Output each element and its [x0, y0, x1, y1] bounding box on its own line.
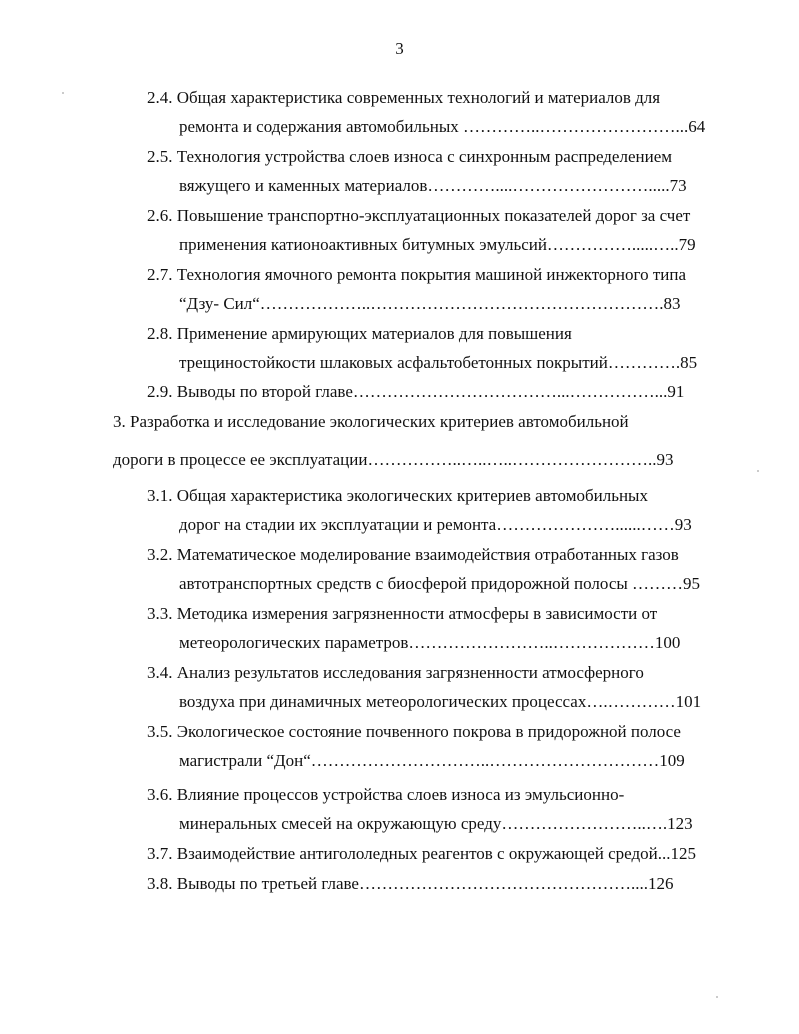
toc-entry-continuation: метеорологических параметров……………………..………………100 — [179, 633, 681, 652]
toc-entry-continuation: магистрали “Дон“…………………………..…………………………109 — [179, 751, 685, 770]
toc-entry-continuation: воздуха при динамичных метеорологических процессах….…………101 — [179, 692, 702, 711]
scan-speck — [757, 470, 759, 472]
toc-entry-title: 3.5. Экологическое состояние почвенного покрова в придорожной полосе — [147, 722, 681, 741]
toc-entry-continuation: автотранспортных средств с биосферой придорожной полосы ………95 — [179, 574, 701, 593]
scan-speck — [716, 996, 718, 998]
toc-entry-continuation: вяжущего и каменных материалов…………....…………………….....73 — [179, 176, 687, 195]
toc-entry-continuation: минеральных смесей на окружающую среду……………………..….123 — [179, 814, 693, 833]
toc-entry-continuation: ремонта и содержания автомобильных …………..……………………...64 — [179, 117, 706, 136]
toc-entry-continuation: “Дзу- Сил“………………..…………………………………………….83 — [179, 294, 681, 313]
toc-entry-title: 3.3. Методика измерения загрязненности атмосферы в зависимости от — [147, 604, 658, 623]
toc-entry-continuation: трещиностойкости шлаковых асфальтобетонных покрытий………….85 — [179, 353, 698, 372]
toc-entry-continuation: применения катионоактивных битумных эмульсий…………….....…..79 — [179, 235, 696, 254]
toc-entry-title: 3.1. Общая характеристика экологических критериев автомобильных — [147, 486, 648, 505]
toc-entry-title: 3.2. Математическое моделирование взаимодействия отработанных газов — [147, 545, 679, 564]
toc-entry-title: 2.6. Повышение транспортно-эксплуатационных показателей дорог за счет — [147, 206, 691, 225]
toc-entry-title: 2.4. Общая характеристика современных технологий и материалов для — [147, 88, 661, 107]
toc-entry-continuation: дорог на стадии их эксплуатации и ремонта…………………......……93 — [179, 515, 692, 534]
toc-entry-title: 2.5. Технология устройства слоев износа с синхронным распределением — [147, 147, 672, 166]
scan-speck — [62, 92, 64, 94]
toc-entry-title: 2.7. Технология ямочного ремонта покрытия машиной инжекторного типа — [147, 265, 686, 284]
toc-entry-title: 3. Разработка и исследование экологических критериев автомобильной — [113, 412, 629, 431]
toc-entry-title: 3.4. Анализ результатов исследования загрязненности атмосферного — [147, 663, 644, 682]
toc-entry-title: 3.8. Выводы по третьей главе…………………………………………....126 — [147, 874, 674, 893]
toc-entry-title: 3.6. Влияние процессов устройства слоев износа из эмульсионно- — [147, 785, 625, 804]
toc-entry-title: 2.9. Выводы по второй главе………………………………...……………...91 — [147, 382, 685, 401]
toc-entry-title: 2.8. Применение армирующих материалов для повышения — [147, 324, 572, 343]
toc-entry-continuation: дороги в процессе ее эксплуатации……………..…..…..……………………..93 — [113, 450, 674, 469]
page-number: 3 — [395, 39, 404, 58]
toc-entry-title: 3.7. Взаимодействие антигололедных реагентов с окружающей средой...125 — [147, 844, 696, 863]
